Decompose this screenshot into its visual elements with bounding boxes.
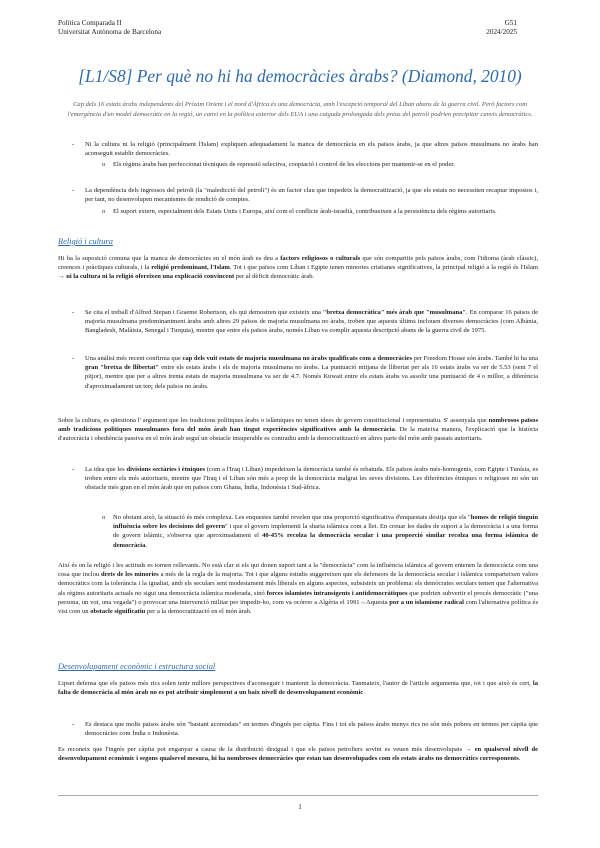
list-item [72, 354, 539, 391]
header-left [58, 19, 161, 36]
university-name: Universitat Autònoma de Barcelona [58, 27, 162, 36]
text-run: Se cita el treball d'Alfred Stepan i Graeme Robertson, els qui demostren que existeix una [85, 309, 323, 316]
text-run: a més de la regla de la majoria. Tot i que alguns estudis suggereixen que els defensors de la democràcia secular i islàmica comparteixen valors democràtics com la tolerància i la igualtat, amb els seculars sent modestament més liberals en alguns aspectes, subsisteix un problema: els demòcrates seculars temen que l'alternativa als règims autoritaris actuals no sigui una democràcia islàmica moderada, sinó [58, 571, 538, 597]
text-run: Una anàlisi més recent confirma que [85, 355, 183, 362]
bold-run: nombrosos països amb tradicions polítiques musulmanes fora del món àrab han tingut experiències significatives amb la democràcia [58, 417, 538, 434]
bold-run: obstacle significatiu [90, 608, 146, 616]
footer-divider [58, 795, 538, 796]
text-run: . En comparar 16 països de majoria musulmana predominantment àrabs amb altres 29 països de majoria musulmana no àrabs, troben que aquests últims inclouen diverses democràcies (com Albània, Bangladesh, Malàisia, Senegal i Turquia), mentre que entre els països àrabs, només Líban va complir aquesta descripció abans de la guerra civil de 1975. [85, 309, 538, 335]
bold-run: drets de les minories [100, 571, 159, 579]
text-run: La idea que les [85, 466, 127, 473]
bold-run: por a un islamisme radical [389, 598, 464, 606]
bullet-marker: - [72, 355, 75, 362]
bullet-marker: - [72, 309, 75, 316]
list-item [72, 140, 538, 158]
text-run: per al dèficit democràtic àrab. [234, 273, 315, 281]
group-code: G51 [504, 19, 517, 27]
bullet-marker: - [72, 721, 75, 728]
list-item [102, 513, 538, 550]
paragraph [58, 561, 538, 616]
text-run: Lipset defensa que els països més rics solen tenir millors perspectives d'aconseguir i mantenir la democràcia. Tanmateix, l'autor de l'article argumenta que, tot i que això és cert, [58, 680, 533, 687]
bullet-marker: o [102, 161, 106, 168]
section-heading-desenvolupament: Desenvolupament econòmic i estructura social [58, 662, 216, 671]
text-run: . Tot i que països com Líban i Egipte tenen minories cristianes significatives, la principal religió a la regió és l'Islam → [58, 264, 538, 281]
text-run: que podrien subvertir el procés democràtic ("una persona, un vot, una vegada") o provocar una intervenció militar per impedir-ho, com va ocórrer a Algèria el 1991→Aquesta [58, 589, 538, 606]
text-run: per Freedom House són àrabs. També hi ha una [412, 355, 539, 362]
bullet-marker: o [102, 208, 106, 215]
page-title: [L1/S8] Per què no hi ha democràcies àrabs? (Diamond, 2010) [78, 66, 522, 86]
bold-run: gran "bretxa de llibertat" [85, 364, 160, 372]
list-item [72, 465, 538, 493]
text-run: . [363, 689, 365, 697]
text-run: entre els estats àrabs i els de majoria musulmana no àrabs. La puntuació mitjana de llibertat per als 16 estats àrabs va ser de 5.53 (sent 7 el pitjor), mentre que per a altres trenta estats de majoria musulmana va ser de 4.7. Només Kuwait entre els estats àrabs va assolir una puntuació de 4 o millor, a diferència d'aproximadament un terç dels països no àrabs. [85, 364, 538, 390]
text-run: Es reconeix que l'ingrés per càpita pot enganyar a causa de la distribució desigual i que els països petroliers sovint es veuen més desenvolupats → [58, 746, 475, 753]
list-item-text: El suport extern, especialment dels Estats Units i Europa, així com el conflicte àrab-israelià, contribueixen a la persistència dels règims autoritaris. [113, 208, 497, 215]
bold-run: factors religiosos o culturals [280, 255, 361, 262]
text-run: (com a l'Iraq i Líban) impedeixen la democràcia també és rebatuda. Els països àrabs més-homogenis, com Egipte i Tunísia, es troben entre els més autoritaris, mentre que l'Iraq i el Líban són més a prop de la democràcia malgrat les seves divisions. Les diferències ètniques o religioses no són un obstacle més gran en el món àrab que en països com Ghana, Índia, Indonèsia i Sud-àfrica. [85, 466, 538, 492]
bold-run: "bretxa democràtica" més àrab que "musulmana" [322, 309, 467, 316]
list-item-text: Els règims àrabs han perfeccionat tècniques de repressió selectiva, cooptació i control de les eleccions per mantenir-se en el poder. [113, 161, 455, 168]
abstract: Cap dels 16 estats àrabs independents del Pròxim Orient i el nord d'Àfrica és una democràcia, amb l'excepció temporal del Líban abans de la guerra civil. Però factors com l'emergència d'un model democràtic en la regió, un canvi en la política exterior dels EUA i una caiguda prolongada dels preus del petroli podrien precipitar canvis democràtics. [67, 101, 533, 118]
text-run: . [145, 541, 147, 549]
list-item [72, 308, 538, 336]
bold-run: cap dels vuit estats de majoria musulmana no àrabs qualificats com a democràcies [182, 355, 413, 362]
bold-run: 40-45% recolza la democràcia secular i una proporció similar recolza una forma islàmica de democràcia [113, 532, 538, 549]
list-item-text: Ni la cultura ni la religió (principalment l'Islam) expliquen adequadament la manca de democràcia en els països àrabs, ja que altres països musulmans no àrabs han aconseguit establir democràcies. [85, 141, 538, 158]
text-run: . De la mateixa manera, l'explicació que la història d'autocràcia i obediència passiva en el món àrab seguí un obstacle insuperable es contradiu amb la democratització en altres parts del món amb passats autoritaris. [58, 426, 538, 443]
list-item [102, 207, 538, 216]
bold-run: ni la cultura ni la religió ofereixen una explicació convincent [66, 273, 235, 281]
text-run: que són compartits pels països àrabs, com l'idioma (àrab clàssic), creences i pràctiques culturals, i la [58, 255, 538, 272]
paragraph [58, 745, 538, 763]
paragraph [58, 679, 538, 697]
academic-year: 2024/2025 [486, 27, 517, 36]
bold-run: religió predominant, l'Islam [151, 264, 230, 272]
bold-run: la falta de democràcia al món àrab no es pot atribuir simplement a un baix nivell de desenvolupament econòmic [58, 680, 538, 697]
course-name: Política Comparada II [58, 19, 122, 27]
paragraph [58, 416, 538, 444]
bold-run: homes de religió tinguin influència sobre les decisions del govern [113, 514, 538, 531]
text-run: " i que el govern implementi la sharia islàmica com a llei. En creuar les dades de suport a la democràcia i a una forma de govern islàmic, s'observa que aproximadament el [113, 523, 538, 540]
bullet-marker: - [72, 187, 75, 194]
bullet-marker: - [72, 466, 75, 473]
text-run: No obstant això, la situació és més complexa. Les enquestes també revelen que una proporció significativa d'enquestats desitja que els " [113, 514, 471, 521]
paragraph [58, 254, 538, 282]
bullet-marker: o [102, 514, 106, 521]
bold-run: en qualsevol nivell de desenvolupament econòmic i segons qualsevol mesura, hi ha nombroses democràcies que estan tan desenvolupades com els estats àrabs no democràtics corresponents [58, 746, 538, 763]
list-item [72, 720, 538, 738]
text-run: . [518, 755, 521, 763]
text-run: per a la democratització en el món àrab. [145, 608, 252, 616]
page-number: 1 [298, 803, 302, 811]
text-run: com l'alternativa política és vist com un [58, 598, 538, 616]
header-right [486, 19, 517, 36]
bullet-marker: - [72, 141, 75, 148]
list-item [72, 186, 538, 204]
bold-run: forces islamistes intransigents i antidemocràtiques [266, 589, 408, 597]
text-run: Sobre la cultura, es qüestiona l' argument que les tradicions polítiques àrabs o islàmiques no tenen idees de govern constitucional i representatiu. S' assenyala que [58, 417, 489, 424]
section-heading-religio: Religió i cultura [58, 237, 113, 246]
text-run: Hi ha la suposició comuna que la manca de democràcies en el món àrab es deu a [58, 255, 281, 262]
text-run: Així és on la religió i les actituds es tornen rellevants. No està clar si els qui donen suport tant a la "democràcia" com la influència islàmica al govern entenen la democràcia com una cosa que inclou [58, 562, 538, 579]
list-item [102, 160, 538, 169]
bold-run: divisions sectàries i ètniques [126, 466, 206, 473]
list-item-text: La dependència dels ingressos del petroli (la "maledicció del petroli") és un factor clau que impedeix la democratització, ja que els estats no necessiten recaptar impostos i, per tant, no desenvolupen mecanismes de rendició de comptes. [85, 187, 538, 204]
list-item-text: Es destaca que molts països àrabs són "bastant acomodats" en termes d'ingrés per càpita. Fins i tot els països àrabs menys rics no són més pobres en termes per càpita que democràcies com Índia o Indonèsia. [85, 721, 538, 738]
